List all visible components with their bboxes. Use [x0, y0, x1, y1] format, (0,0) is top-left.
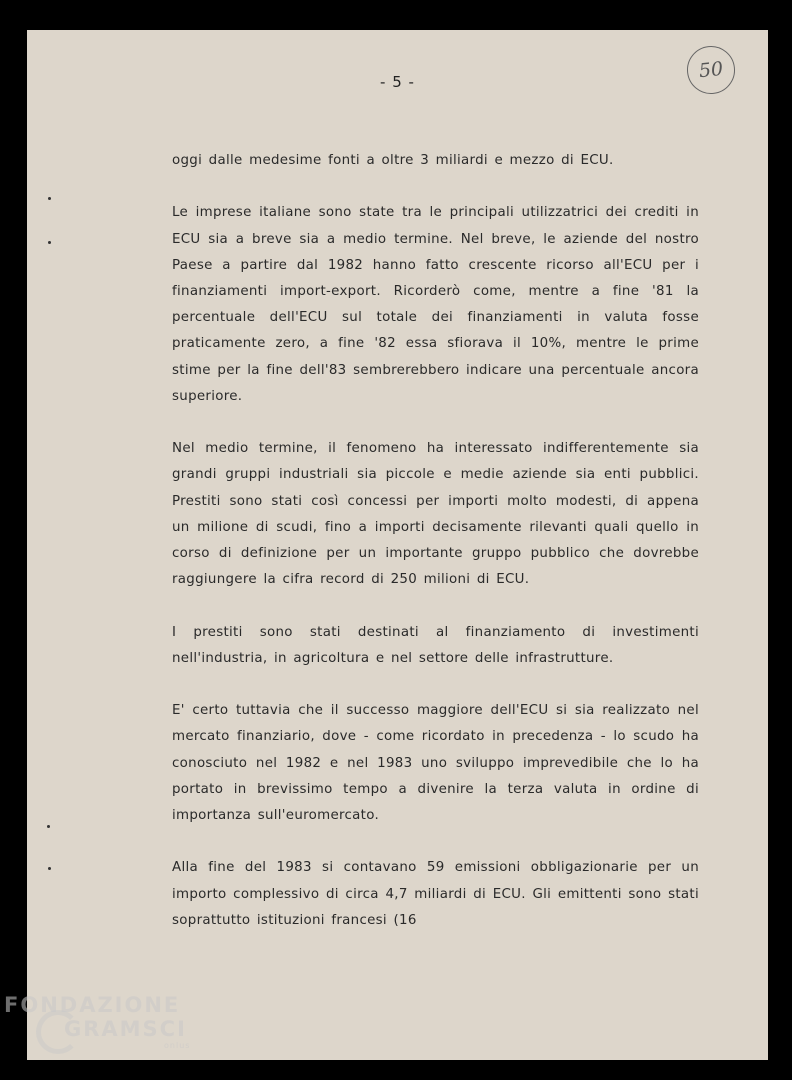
paragraph-4: I prestiti sono stati destinati al finanziamento di investimenti nell'industria, in agricoltura e nel settore delle infrastrutture. — [172, 624, 699, 666]
paragraph-5: E' certo tuttavia che il successo maggiore dell'ECU si sia realizzato nel mercato finanziario, dove - come ricordato in precedenza - lo scudo ha conosciuto nel 1982 e nel 1983 uno sviluppo imprevedibile che lo ha portato in brevissimo tempo a divenire la terza valuta in ordine di importanza sull'euromercato. — [172, 703, 699, 824]
margin-speck — [48, 197, 51, 200]
watermark-sub: onlus — [164, 1041, 191, 1050]
body-text — [172, 148, 699, 934]
margin-speck — [48, 241, 51, 244]
paragraph-2: Le imprese italiane sono state tra le principali utilizzatrici dei crediti in ECU sia a breve sia a medio termine. Nel breve, le aziende del nostro Paese a partire dal 1982 hanno fatto crescente ricorso all'ECU per i finanziamenti import-export. Ricorderò come, mentre a fine '81 la percentuale dell'ECU sul totale dei finanziamenti in valuta fosse praticamente zero, a fine '82 essa sfiorava il 10%, mentre le prime stime per la fine dell'83 sembrerebbero indicare una percentuale ancora superiore. — [172, 205, 699, 404]
paragraph-6: Alla fine del 1983 si contavano 59 emissioni obbligazionarie per un importo complessivo di circa 4,7 miliardi di ECU. Gli emittenti sono stati soprattutto istituzioni francesi (16 — [172, 860, 699, 928]
page-number: - 5 - — [380, 73, 415, 91]
paragraph-1: oggi dalle medesime fonti a oltre 3 miliardi e mezzo di ECU. — [172, 153, 614, 168]
watermark — [4, 993, 190, 1051]
margin-speck — [47, 825, 50, 828]
archive-page-number: 50 — [685, 44, 738, 97]
paragraph-3: Nel medio termine, il fenomeno ha interessato indifferentemente sia grandi gruppi industriali sia piccole e medie aziende sia enti pubblici. Prestiti sono stati così concessi per importi molto modesti, di appena un milione di scudi, fino a importi decisamente rilevanti quali quello in corso di definizione per un importante gruppo pubblico che dovrebbe raggiungere la cifra record di 250 milioni di ECU. — [172, 441, 699, 588]
watermark-line-1: FONDAZIONE — [4, 993, 181, 1017]
watermark-line-2: GRAMSCI — [64, 1017, 187, 1041]
margin-speck — [48, 867, 51, 870]
document-page — [27, 30, 768, 1060]
